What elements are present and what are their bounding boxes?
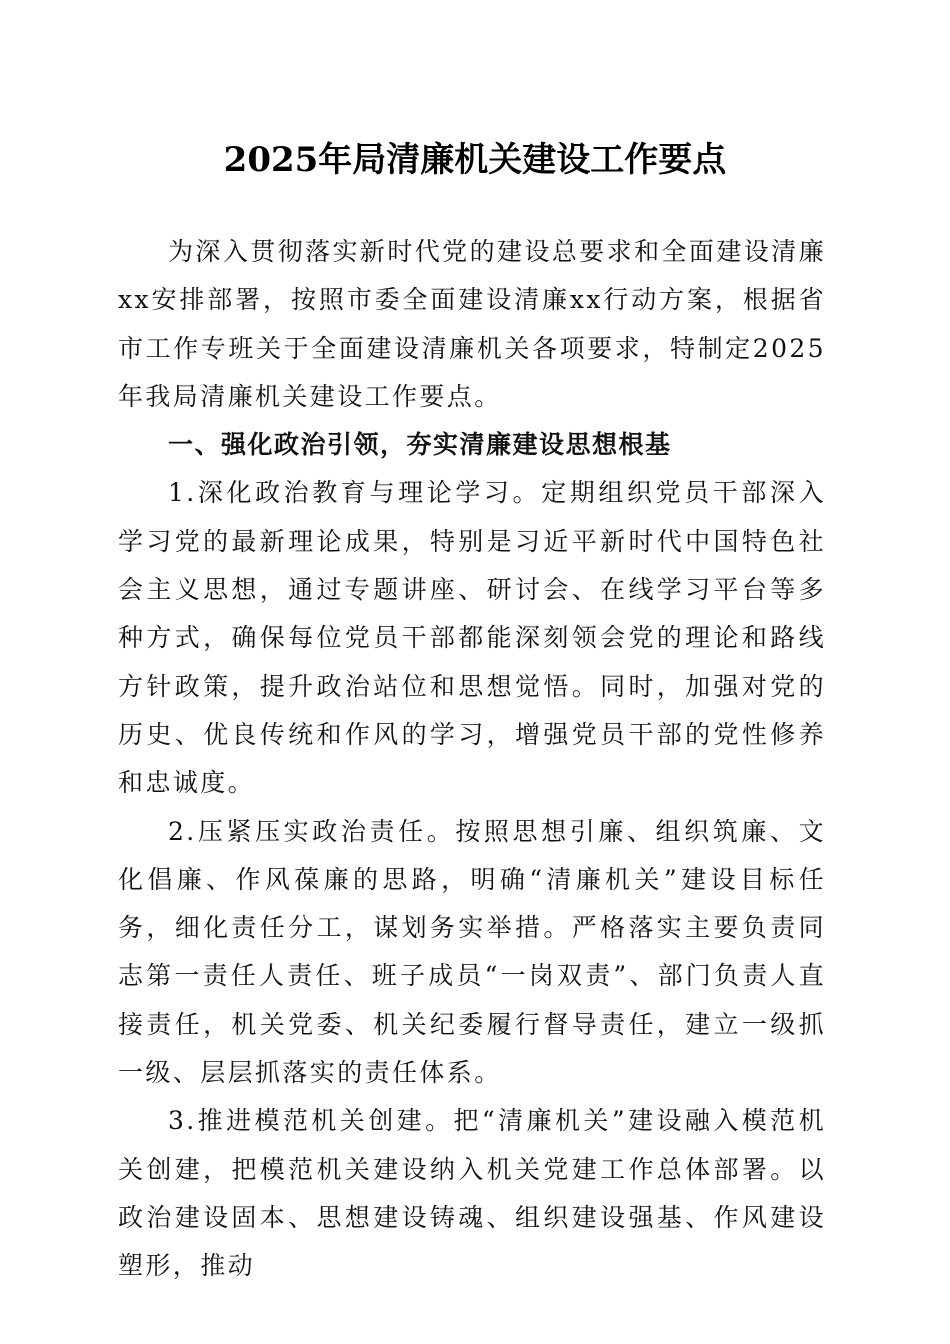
paragraph-item-3: 3.推进模范机关创建。把“清廉机关”建设融入模范机关创建，把模范机关建设纳入机关党建工作总体部署。以政治建设固本、思想建设铸魂、组织建设强基、作风建设塑形，推动: [118, 1106, 826, 1281]
document-body: [118, 228, 826, 1291]
paragraph-item-2: 2.压紧压实政治责任。按照思想引廉、组织筑廉、文化倡廉、作风葆廉的思路，明确“清廉机关”建设目标任务，细化责任分工，谋划务实举措。严格落实主要负责同志第一责任人责任、班子成员“一岗双责”、部门负责人直接责任，机关党委、机关纪委履行督导责任，建立一级抓一级、层层抓落实的责任体系。: [118, 816, 826, 1088]
section-heading: 一、强化政治引领，夯实清廉建设思想根基: [168, 430, 672, 460]
paragraph-item-1: 1.深化政治教育与理论学习。定期组织党员干部深入学习党的最新理论成果，特别是习近平新时代中国特色社会主义思想，通过专题讲座、研讨会、在线学习平台等多种方式，确保每位党员干部都能深刻领会党的理论和路线方针政策，提升政治站位和思想觉悟。同时，加强对党的历史、优良传统和作风的学习，增强党员干部的党性修养和忠诚度。: [118, 478, 826, 798]
document-title: 2025年局清廉机关建设工作要点: [223, 140, 727, 180]
intro-paragraph: 为深入贯彻落实新时代党的建设总要求和全面建设清廉xx安排部署，按照市委全面建设清廉xx行动方案，根据省市工作专班关于全面建设清廉机关各项要求，特制定2025年我局清廉机关建设工作要点。: [118, 237, 826, 411]
